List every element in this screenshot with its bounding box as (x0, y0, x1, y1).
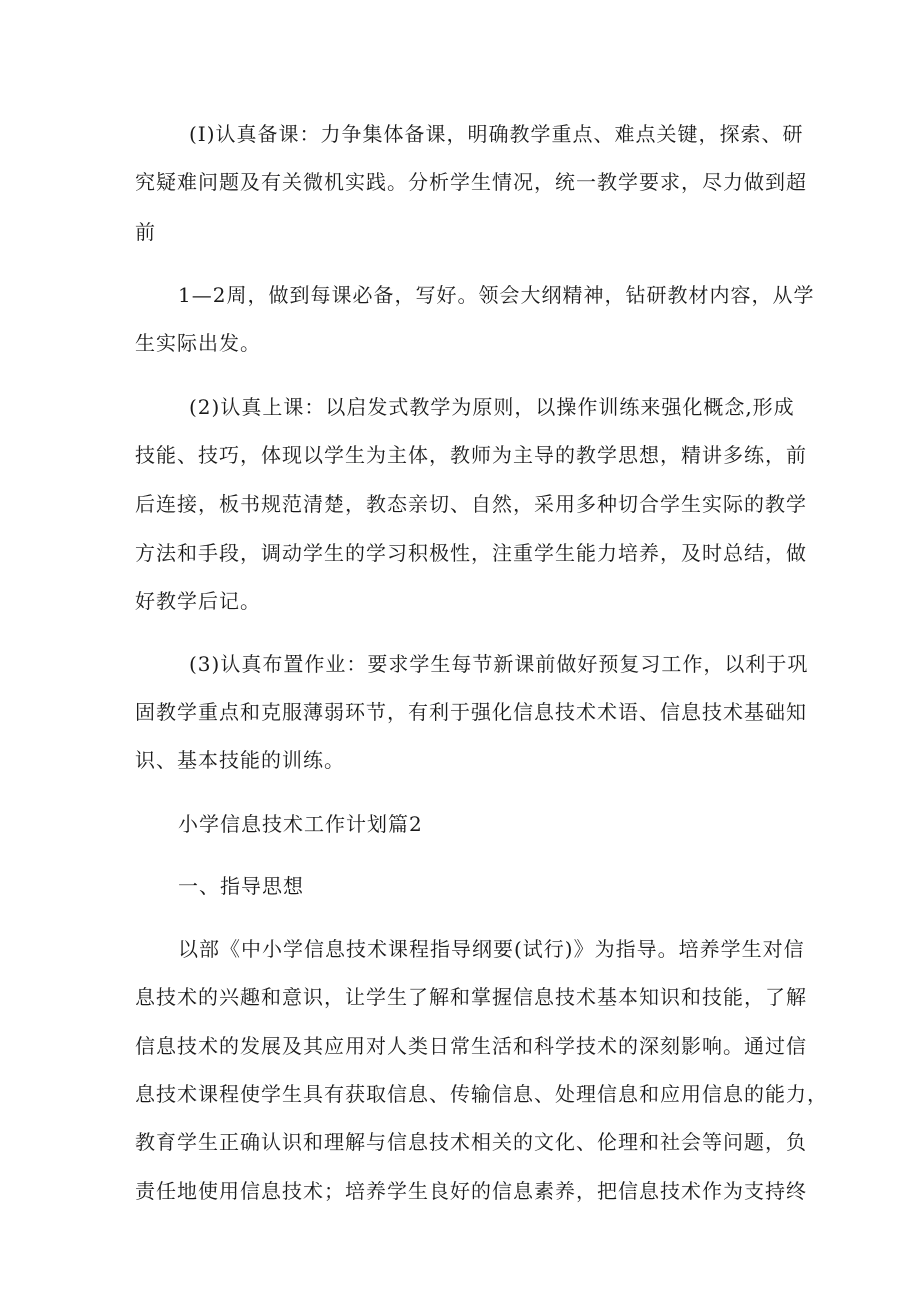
text-line: (3)认真布置作业：要求学生每节新课前做好预复习工作，以利于巩 (189, 652, 809, 676)
text-line: 技能、技巧，体现以学生为主体，教师为主导的教学思想，精讲多练，前 (135, 443, 807, 467)
text-line: 教育学生正确认识和理解与信息技术相关的文化、伦理和社会等问题，负 (135, 1130, 807, 1154)
text-line: 究疑难问题及有关微机实践。分析学生情况，统一教学要求，尽力做到超 (135, 170, 807, 194)
text-line: (I)认真备课：力争集体备课，明确教学重点、难点关键，探索、研 (189, 122, 804, 146)
text-line: 方法和手段，调动学生的学习积极性，注重学生能力培养，及时总结，做 (135, 541, 807, 565)
text-line: 1—2周，做到每课必备，写好。领会大纲精神，钻研教材内容，从学 (178, 283, 815, 307)
text-line: (2)认真上课：以启发式教学为原则，以操作训练来强化概念,形成 (189, 395, 795, 419)
text-line: 责任地使用信息技术；培养学生良好的信息素养，把信息技术作为支持终 (135, 1179, 807, 1203)
text-line: 前 (135, 220, 156, 244)
text-line: 好教学后记。 (135, 589, 261, 613)
text-line: 识、基本技能的训练。 (135, 748, 345, 772)
text-line: 信息技术的发展及其应用对人类日常生活和科学技术的深刻影响。通过信 (135, 1034, 807, 1058)
text-line: 后连接，板书规范清楚，教态亲切、自然，采用多种切合学生实际的教学 (135, 492, 807, 516)
text-line: 以部《中小学信息技术课程指导纲要(试行)》为指导。培养学生对信 (178, 937, 805, 961)
text-line: 固教学重点和克服薄弱环节，有利于强化信息技术术语、信息技术基础知 (135, 700, 807, 724)
text-line: 息技术的兴趣和意识，让学生了解和掌握信息技术基本知识和技能，了解 (135, 985, 807, 1009)
text-line: 生实际出发。 (135, 331, 261, 355)
text-line: 息技术课程使学生具有获取信息、传输信息、处理信息和应用信息的能力， (135, 1082, 828, 1106)
section-heading: 小学信息技术工作计划篇2 (178, 812, 423, 836)
subheading: 一、指导思想 (178, 874, 304, 898)
